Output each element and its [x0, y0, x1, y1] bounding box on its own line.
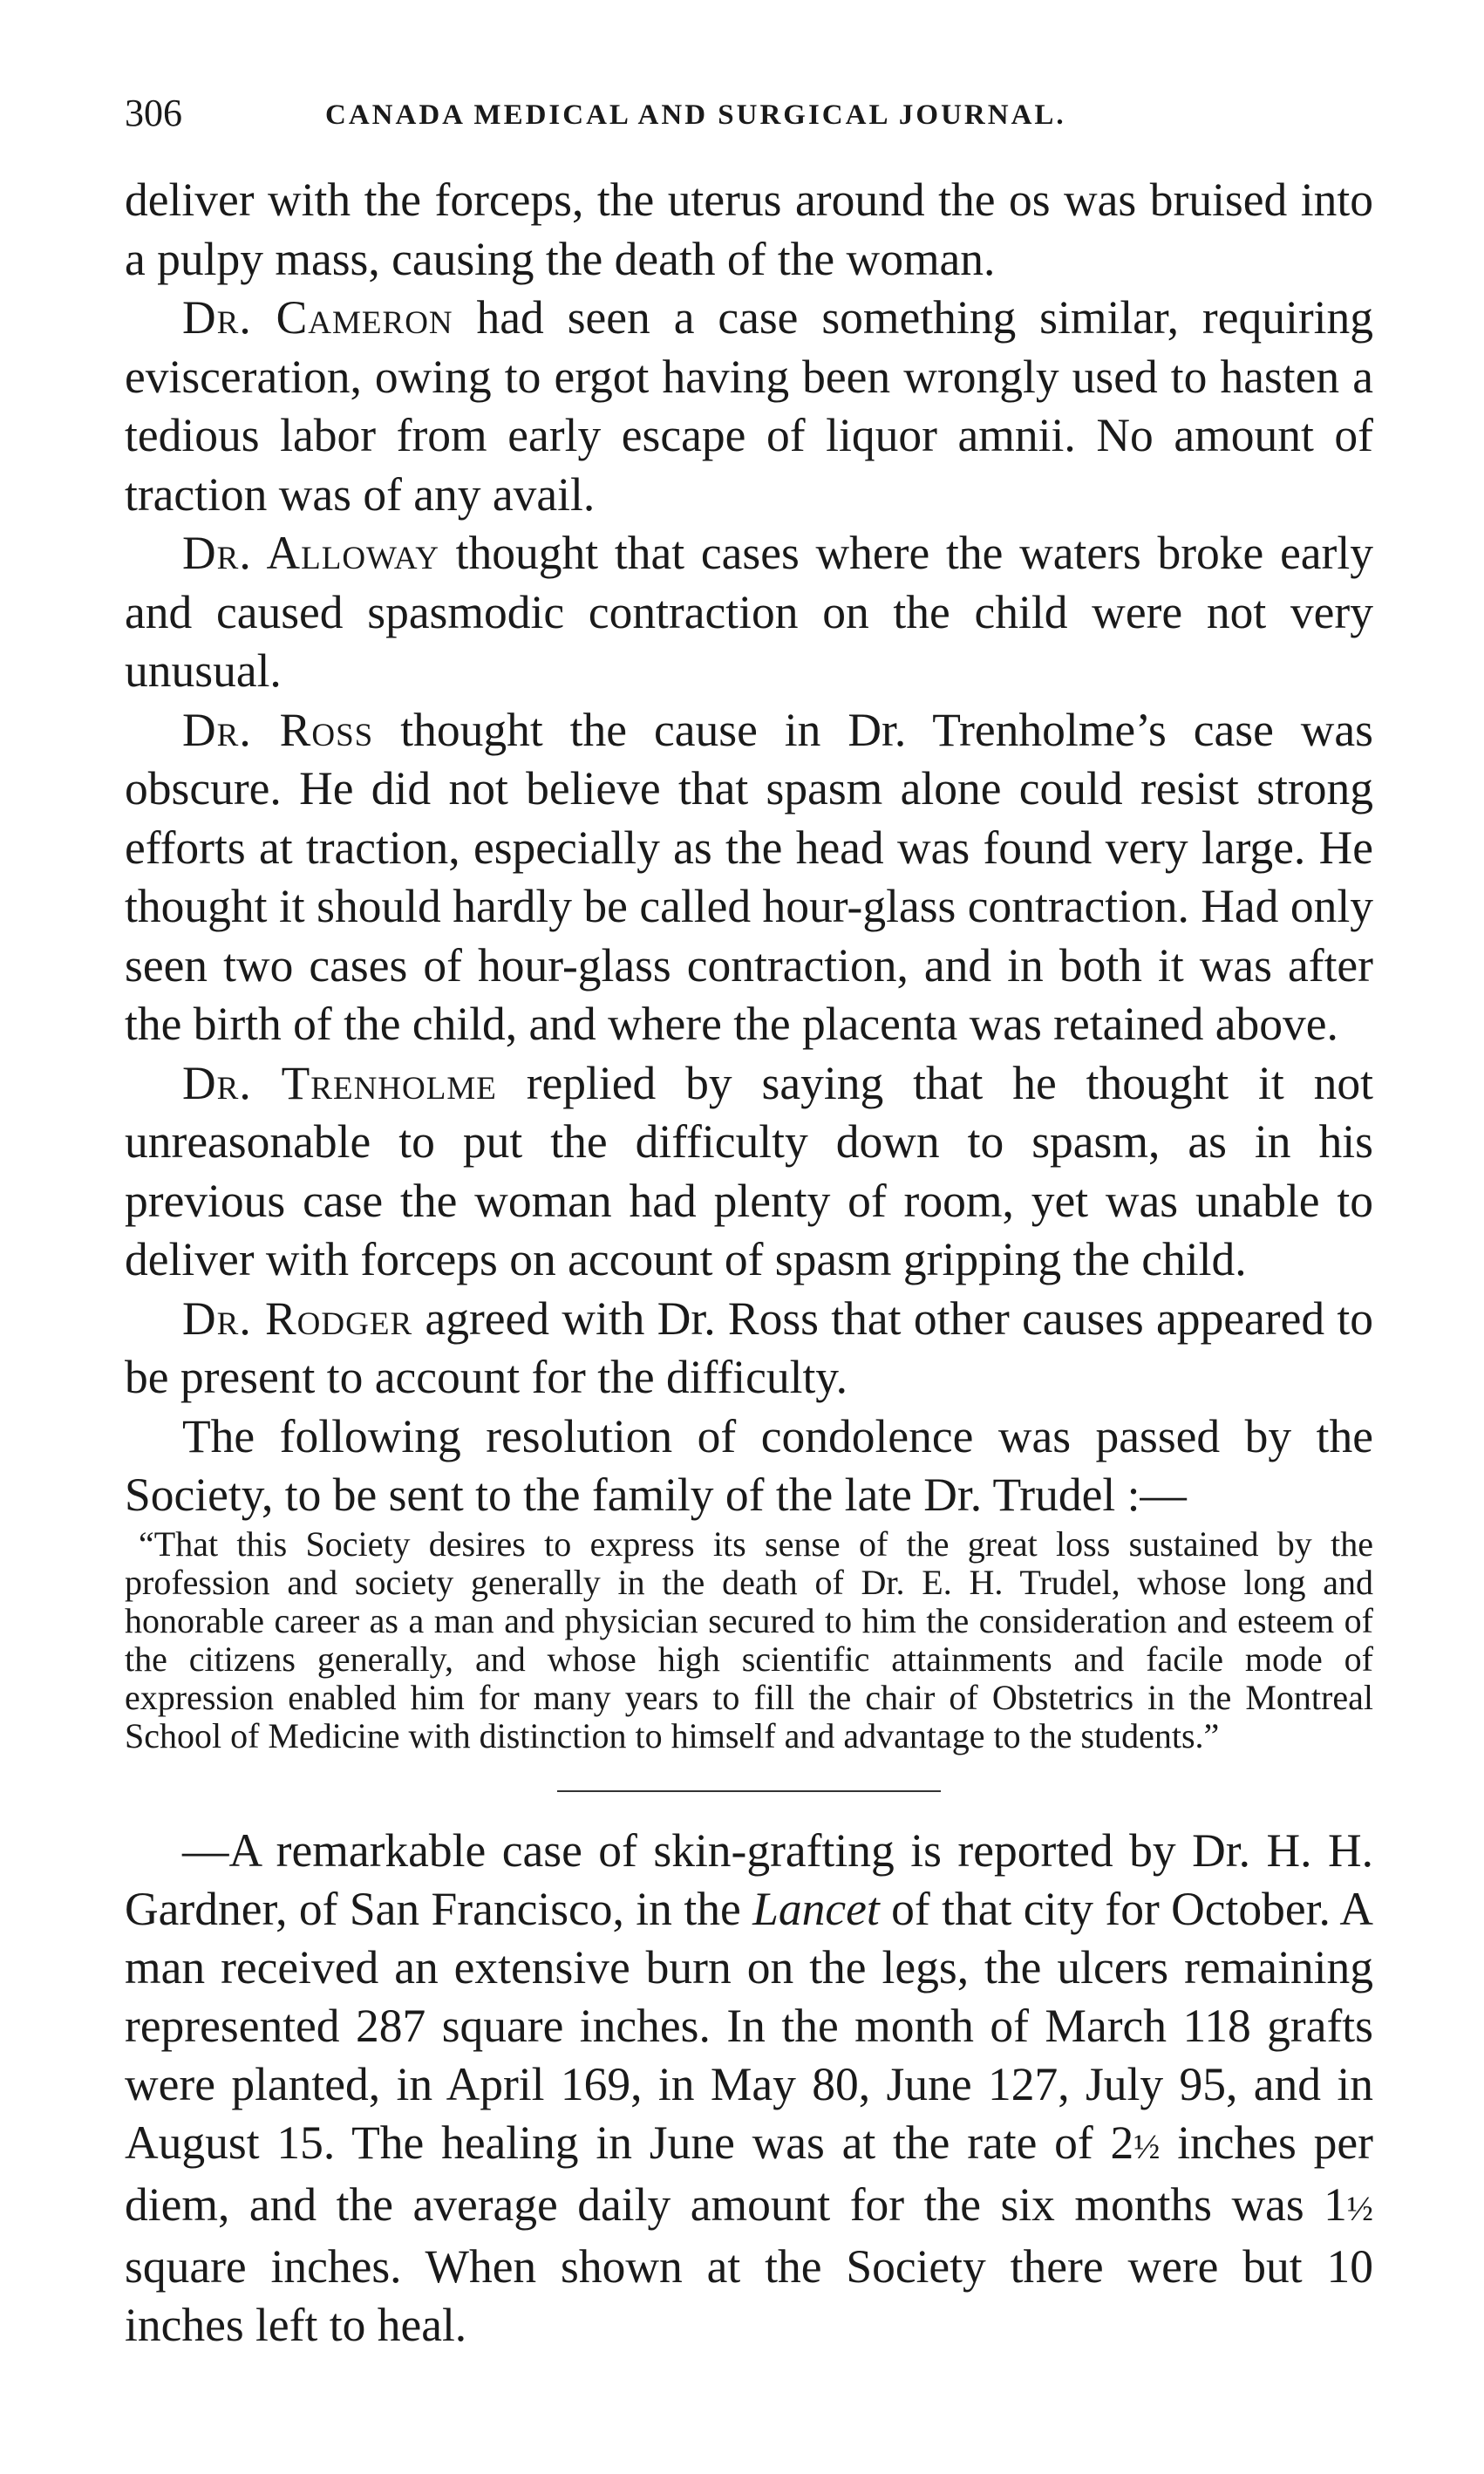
article-body: [125, 171, 1373, 2355]
daily-whole: 1: [1324, 2178, 1347, 2231]
journal-name-lancet: Lancet: [752, 1882, 880, 1935]
paragraph-ross: [125, 701, 1373, 1054]
journal-page: [125, 87, 1373, 2355]
speaker-name: Dr. Alloway: [182, 527, 439, 579]
running-head: [125, 87, 1373, 140]
paragraph-text: thought the cause in Dr. Trenholme’s case was obscure. He did not believe that spasm alone could resist strong efforts at traction, especially as the head was found very large. He thought it should hardly be called hour-glass contraction. Had only seen two cases of hour-glass contraction, and in both it was after the birth of the child, and where the placenta was retained above.: [125, 703, 1374, 1050]
notice-text: —A remarkable case of skin-grafting is reported by Dr. H. H. Gardner, of San Francisco, in the: [125, 1823, 1373, 1935]
paragraph-text: replied by saying that he thought it not unreasonable to put the difficulty down to spasm, as in his previous case the woman had plenty of room, yet was unable to deliver with forceps on account of spasm gripping the child.: [125, 1056, 1373, 1285]
section-divider: [557, 1790, 941, 1792]
rate-whole: 2: [1110, 2116, 1134, 2169]
speaker-name: Dr. Ross: [182, 703, 374, 756]
paragraph-alloway: [125, 524, 1373, 701]
speaker-name: Dr. Trenholme: [182, 1056, 497, 1109]
rate-fraction: ½: [1133, 2126, 1161, 2166]
resolution-quote: “That this Society desires to express its sense of the great loss sustained by the profession and society generally in the death of Dr. E. H. Trudel, whose long and honorable career as a man and physician secured to him the consideration and esteem of the citizens generally, and whose high scientific attainments and facile mode of expression enabled him for many years to fill the chair of Obstetrics in the Montreal School of Medicine with distinction to himself and advantage to the students.”: [125, 1523, 1373, 1755]
paragraph-resolution-intro: The following resolution of condolence was passed by the Society, to be sent to the family of the late Dr. Trudel :—: [125, 1409, 1373, 1521]
speaker-name: Dr. Rodger: [182, 1292, 413, 1345]
paragraph-text: agreed with Dr. Ross that other causes appeared to be present to account for the difficulty.: [125, 1292, 1373, 1403]
notice-text: inches per diem, and the average daily amount for the six months was: [125, 2116, 1373, 2231]
paragraph-text: thought that cases where the waters broke early and caused spasmodic contraction on the child were not very unusual.: [125, 527, 1373, 697]
notice-text: of that city for October. A man received an extensive burn on the legs, the ulcers remaining represented 287 square inches. In the month of March 118 grafts were planted, in April 169, in May 80, June 127, July 95, and in August 15. The healing in June was at the rate of: [125, 1882, 1373, 2169]
skin-grafting-notice: [125, 1822, 1373, 2355]
paragraph-rodger: [125, 1290, 1373, 1407]
page-number: 306: [125, 92, 182, 134]
journal-title: CANADA MEDICAL AND SURGICAL JOURNAL.: [325, 99, 1066, 131]
speaker-name: Dr. Cameron: [182, 291, 453, 344]
daily-fraction: ½: [1346, 2188, 1373, 2228]
notice-text: square inches. When shown at the Society there were but 10 inches left to heal.: [125, 2239, 1373, 2351]
paragraph-trenholme: [125, 1054, 1373, 1290]
paragraph-cameron: [125, 289, 1373, 524]
paragraph-continuation: deliver with the forceps, the uterus around the os was bruised into a pulpy mass, causing the death of the woman.: [125, 174, 1373, 285]
paragraph-text: had seen a case something similar, requiring evisceration, owing to ergot having been wrongly used to hasten a tedious labor from early escape of liquor amnii. No amount of traction was of any avail.: [125, 291, 1373, 521]
